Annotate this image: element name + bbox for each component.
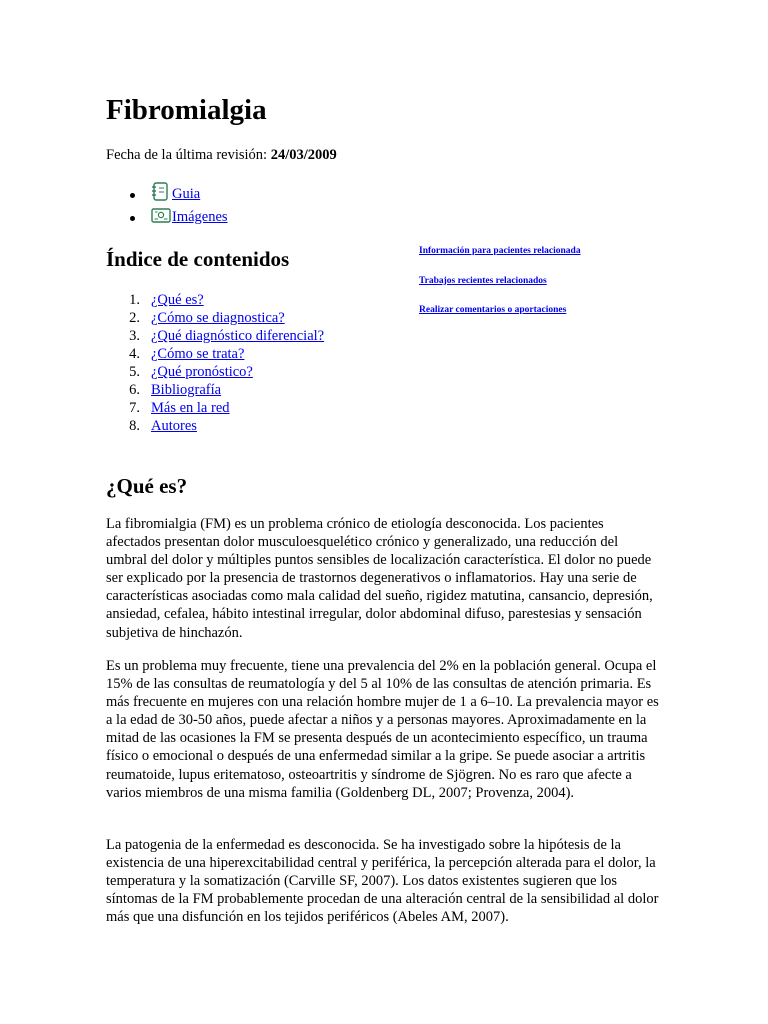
related-item [419,275,581,305]
recent-works-link[interactable]: Trabajos recientes relacionados [419,275,547,286]
toc-link-diagnostico[interactable]: ¿Cómo se diagnostica? [151,310,285,326]
toc-number: 5. [129,364,140,380]
revision-label: Fecha de la última revisión: [106,147,268,163]
related-links [419,245,581,334]
page-title: Fibromialgia [106,94,267,126]
nav-item-guide [106,182,228,205]
guide-icon [151,182,171,202]
patient-info-link[interactable]: Información para pacientes relacionada [419,246,581,256]
toc-item [106,345,324,363]
comments-link[interactable]: Realizar comentarios o aportaciones [419,305,567,315]
images-link[interactable]: Imágenes [172,209,228,225]
toc-number: 7. [129,400,140,416]
paragraph-pathogenesis: La patogenia de la enfermedad es desconocida. Se ha investigado sobre la hipótesis de la existencia de una hiperexcitabilidad central y periférica, la percepción alterada para el dolor, la temperatura y la somatización (Carville SF, 2007). Los datos existentes sugieren que los síntomas de la FM probablemente procedan de una alteración central de la sensibilidad al dolor más que una disfunción en los tejidos periféricos (Abeles AM, 2007). [106,837,659,926]
related-item [419,304,581,334]
toc-link-pronostico[interactable]: ¿Qué pronóstico? [151,364,253,380]
toc-link-tratamiento[interactable]: ¿Cómo se trata? [151,346,245,362]
resource-links [106,182,228,228]
toc-item [106,363,324,381]
images-icon [151,205,171,225]
toc-item [106,381,324,399]
toc-link-mas-en-la-red[interactable]: Más en la red [151,400,230,416]
paragraph-definition: La fibromialgia (FM) es un problema crónico de etiología desconocida. Los pacientes afectados presentan dolor musculoesquelético crónico y generalizado, una reducción del umbral del dolor y múltiples puntos sensibles de localización característica. El dolor no puede ser explicado por la presencia de trastornos degenerativos o inflamatorios. Hay una serie de características asociadas como mala calidad del sueño, rigidez matutina, cansancio, depresión, ansiedad, cefalea, hábito intestinal irregular, dolor abdominal difuso, parestesias y sensación subjetiva de hinchazón. [106,516,653,641]
toc-link-diagnostico-diferencial[interactable]: ¿Qué diagnóstico diferencial? [151,328,325,344]
toc-link-bibliografia[interactable]: Bibliografía [151,382,222,398]
paragraph-prevalence: Es un problema muy frecuente, tiene una prevalencia del 2% en la población general. Ocupa el 15% de las consultas de reumatología y del 5 al 10% de las consultas de atención primaria. Es más frecuente en mujeres con una relación hombre mujer de 1 a 6–10. La prevalencia mayor es a la edad de 30-50 años, puede afectar a niños y a personas mayores. Aproximadamente en la mitad de las ocasiones la FM se presenta después de un acontecimiento específico, un trauma físico o emocional o después de una enfermedad similar a la gripe. Se puede asociar a artritis reumatoide, lupus eritematoso, osteoartritis y síndrome de Sjögren. No es raro que afecte a varios miembros de una misma familia (Goldenberg DL, 2007; Provenza, 2004). [106,658,659,801]
toc-link-autores[interactable]: Autores [151,418,197,434]
toc-item [106,417,324,435]
toc-number: 3. [129,328,140,344]
guide-link[interactable]: Guia [172,186,201,202]
toc-heading: Índice de contenidos [106,247,290,271]
toc-number: 8. [129,418,140,434]
toc-item [106,327,324,345]
related-item [419,245,581,275]
toc-list [106,291,324,435]
toc-number: 4. [129,346,140,362]
toc-link-que-es[interactable]: ¿Qué es? [151,292,204,308]
revision-info [106,146,337,164]
toc-item [106,309,324,327]
revision-date: 24/03/2009 [270,147,337,163]
toc-item [106,291,324,309]
section-heading: ¿Qué es? [106,474,188,498]
nav-item-images [106,205,228,228]
toc-number: 6. [129,382,140,398]
toc-item [106,399,324,417]
toc-number: 1. [129,292,140,308]
toc-number: 2. [129,310,140,326]
